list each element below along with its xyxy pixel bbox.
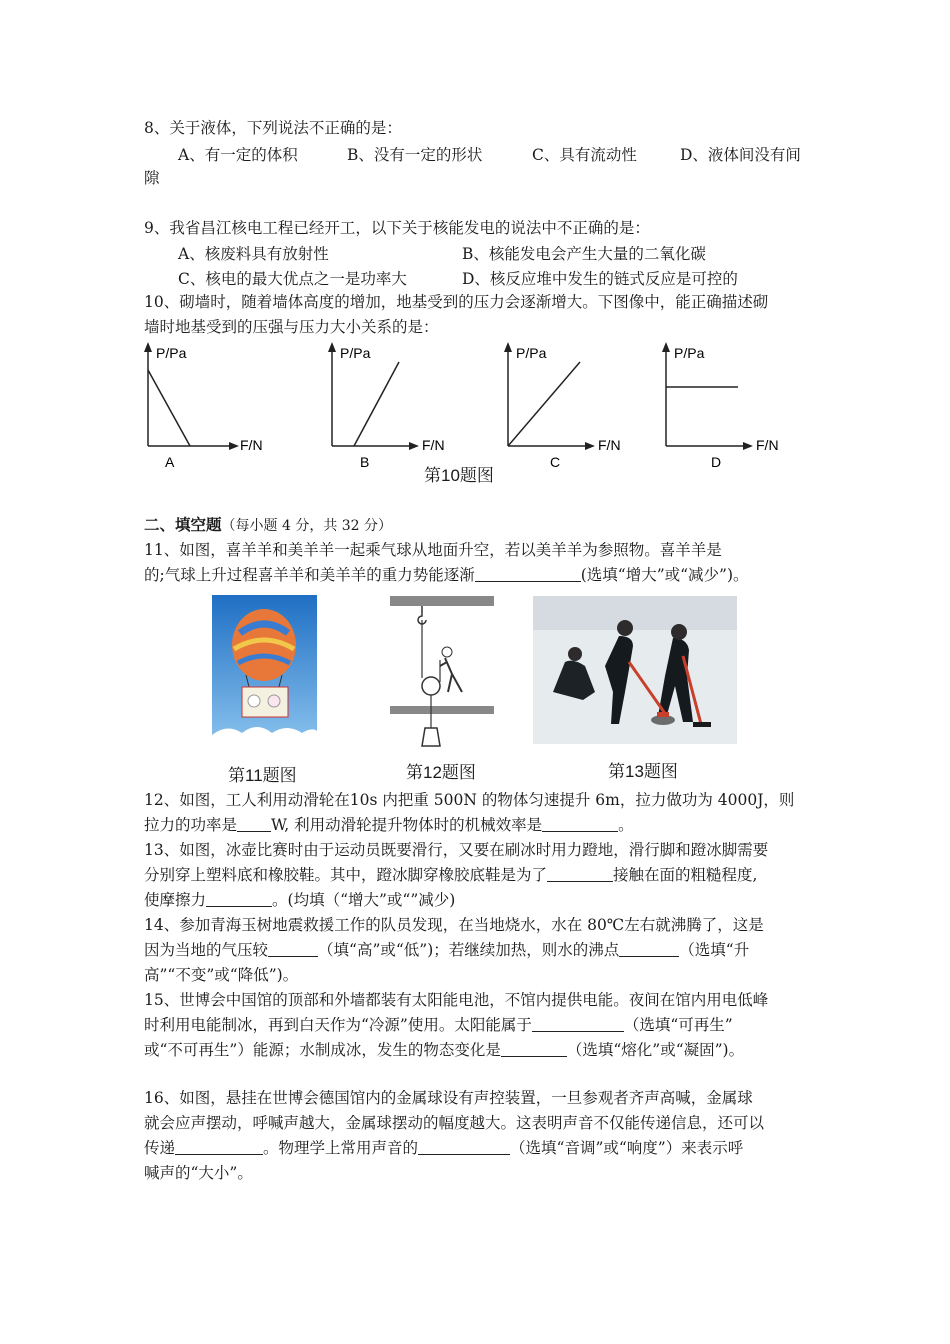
- graph-a-y-label: P/Pa: [156, 345, 187, 361]
- graph-c-y-label: P/Pa: [516, 345, 547, 361]
- q15-line2: [144, 1015, 733, 1035]
- graph-c-letter: C: [550, 454, 561, 470]
- q11-line2: [144, 565, 749, 585]
- q8-option-b: B、没有一定的形状: [347, 146, 483, 164]
- q16-line2: 就会应声摆动，呼喊声越大，金属球摆动的幅度越大。这表明声音不仅能传递信息，还可以: [144, 1114, 765, 1132]
- q13-blank-2: [206, 890, 272, 907]
- graph-b-x-label: F/N: [422, 437, 445, 453]
- fig11-caption: 第11题图: [228, 766, 297, 785]
- q16-text-b: 。物理学上常用声音的: [263, 1139, 419, 1157]
- q15-text-a: 时利用电能制冰，再到白天作为“冷源”使用。太阳能属于: [144, 1016, 532, 1034]
- q15-text-c: 或“不可再生”）能源；水制成冰，发生的物态变化是: [144, 1041, 501, 1059]
- q8-option-d-cont: 隙: [144, 169, 160, 187]
- q14-text-c: （选填“升: [679, 941, 750, 959]
- graph-a-line: [148, 370, 190, 446]
- q16-line4: 喊声的“大小”。: [144, 1164, 253, 1182]
- q9-option-d: D、核反应堆中发生的链式反应是可控的: [462, 270, 738, 288]
- q13-text-c: 使摩擦力: [144, 891, 207, 909]
- q13-text-d: 。(均填（“增大”或“”减少): [272, 891, 456, 909]
- q16-line1: 16、如图，悬挂在世博会德国馆内的金属球设有声控装置，一旦参观者齐声高喊，金属球: [144, 1089, 753, 1107]
- graph-c-line: [508, 362, 580, 446]
- q13-text-b: 接触在面的粗糙程度,: [613, 866, 758, 884]
- q16-text-a: 传递: [144, 1139, 176, 1157]
- q14-line1: 14、参加青海玉树地震救援工作的队员发现，在当地烧水，水在 80℃左右就沸腾了，这是: [144, 916, 764, 934]
- graph-d-letter: D: [711, 454, 722, 470]
- q13-text-a: 分别穿上塑料底和橡胶鞋。其中，蹬冰脚穿橡胶底鞋是为了: [144, 866, 548, 884]
- q16-blank-1: [175, 1138, 263, 1155]
- graph-a-x-label: F/N: [240, 437, 263, 453]
- graph-a: [140, 340, 280, 479]
- q12-line2: [144, 815, 634, 835]
- q12-text-b: W, 利用动滑轮提升物体时的机械效率是: [271, 816, 543, 834]
- graph-b-line: [354, 362, 399, 446]
- q15-text-b: （选填“可再生”: [623, 1016, 733, 1034]
- q13-line3: [144, 890, 455, 910]
- q14-blank-2: [619, 940, 679, 957]
- graph-d-y-label: P/Pa: [674, 345, 705, 361]
- q11-text-a: 的;气球上升过程喜羊羊和美羊羊的重力势能逐渐: [144, 566, 475, 584]
- q16-blank-2: [418, 1138, 510, 1155]
- q10-line1: 10、砌墙时，随着墙体高度的增加，地基受到的压力会逐渐增大。下图像中，能正确描述砌: [144, 293, 769, 311]
- q12-line1: 12、如图，工人利用动滑轮在10s 内把重 500N 的物体匀速提升 6m，拉力做功为 4000J，则: [144, 791, 795, 809]
- fig13-curling-image: [533, 596, 737, 744]
- q14-blank-1: [268, 940, 318, 957]
- q16-line3: [144, 1138, 743, 1158]
- q8-option-c: C、具有流动性: [532, 146, 637, 164]
- graph-a-letter: A: [165, 454, 175, 470]
- q12-blank-power: [237, 815, 271, 832]
- q12-text-c: 。: [618, 816, 634, 834]
- q13-line1: 13、如图，冰壶比赛时由于运动员既要滑行，又要在刷冰时用力蹬地，滑行脚和蹬冰脚需要: [144, 841, 769, 859]
- q9-option-c: C、核电的最大优点之一是功率大: [178, 270, 407, 288]
- q12-blank-efficiency: [542, 815, 618, 832]
- graph-b-letter: B: [360, 454, 370, 470]
- q15-blank-2: [501, 1040, 567, 1057]
- graph-d: [658, 340, 798, 479]
- q14-text-b: （填“高”或“低”)；若继续加热，则水的沸点: [318, 941, 620, 959]
- graph-d-x-label: F/N: [756, 437, 779, 453]
- q10-line2: 墙时地基受到的压强与压力大小关系的是：: [144, 318, 439, 336]
- fig12-caption: 第12题图: [406, 763, 476, 782]
- graph-b-y-label: P/Pa: [340, 345, 371, 361]
- q11-line1: 11、如图，喜羊羊和美羊羊一起乘气球从地面升空，若以美羊羊为参照物。喜羊羊是: [144, 541, 722, 559]
- q8-stem: 8、关于液体，下列说法不正确的是：: [144, 119, 402, 137]
- q13-blank-1: [547, 865, 613, 882]
- section-note: （每小题 4 分，共 32 分）: [221, 518, 393, 534]
- q11-blank: [475, 565, 581, 582]
- q13-line2: [144, 865, 757, 885]
- q11-text-b: (选填“增大”或“减少”)。: [580, 566, 749, 584]
- q15-text-d: （选填“熔化”或“凝固”)。: [566, 1041, 745, 1059]
- q9-stem: 9、我省昌江核电工程已经开工，以下关于核能发电的说法中不正确的是：: [144, 219, 650, 237]
- graph-c-x-label: F/N: [598, 437, 621, 453]
- section-heading: [144, 515, 392, 536]
- q14-text-a: 因为当地的气压较: [144, 941, 269, 959]
- q9-option-b: B、核能发电会产生大量的二氧化碳: [462, 245, 706, 263]
- q15-line3: [144, 1040, 744, 1060]
- q16-text-c: （选填“音调”或“响度”）来表示呼: [510, 1139, 744, 1157]
- graph-c: [500, 340, 640, 479]
- q8-option-a: A、有一定的体积: [178, 146, 298, 164]
- q12-text-a: 拉力的功率是: [144, 816, 238, 834]
- fig12-pulley-image: [390, 596, 494, 754]
- fig13-caption: 第13题图: [608, 762, 678, 781]
- q9-option-a: A、核废料具有放射性: [178, 245, 329, 263]
- q8-option-d: D、液体间没有间: [680, 146, 801, 164]
- q14-line2: [144, 940, 749, 960]
- section-title: 二、填空题: [144, 515, 222, 534]
- q15-blank-1: [532, 1015, 624, 1032]
- q15-line1: 15、世博会中国馆的顶部和外墙都装有太阳能电池，不馆内提供电能。夜间在馆内用电低峰: [144, 991, 769, 1009]
- q14-line3: 高”“不变”或“降低”)。: [144, 966, 299, 984]
- fig10-caption: 第10题图: [424, 466, 494, 485]
- fig11-balloon-image: [212, 595, 317, 748]
- graph-b: [324, 340, 464, 479]
